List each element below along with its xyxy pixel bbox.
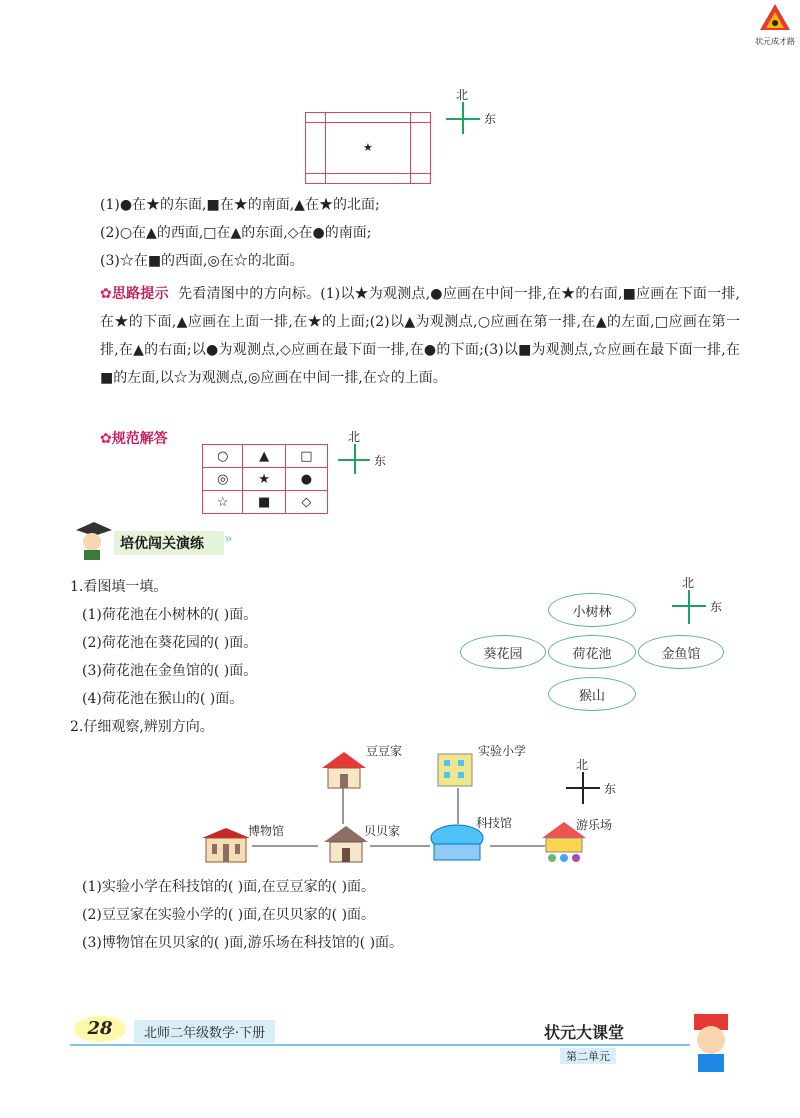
north-label: 北 <box>348 430 361 444</box>
cell: ▲ <box>243 445 285 468</box>
shiyan-school-icon <box>432 744 478 790</box>
east-label: 东 <box>604 782 617 796</box>
place-hehuachi: 荷花池 <box>548 635 636 669</box>
cell: □ <box>285 445 327 468</box>
label-kejiguan: 科技馆 <box>476 816 513 830</box>
cell: ○ <box>203 445 243 468</box>
cell: ■ <box>243 491 285 514</box>
north-label: 北 <box>682 576 695 590</box>
cell: ● <box>285 468 327 491</box>
cell: ★ <box>243 468 285 491</box>
q1-item-4: (4)荷花池在猴山的( )面。 <box>82 691 244 707</box>
unit-label: 第二单元 <box>560 1048 616 1064</box>
footer-rule <box>70 1044 690 1046</box>
cell: ◎ <box>203 468 243 491</box>
chevron-icon: » <box>224 531 233 547</box>
logo-icon <box>758 2 792 32</box>
top-grid <box>305 112 431 184</box>
q1-item-1: (1)荷花池在小树林的( )面。 <box>82 607 258 623</box>
east-label: 东 <box>484 112 497 126</box>
bowuguan-icon <box>200 826 252 864</box>
brand-title: 状元大课堂 <box>544 1023 625 1042</box>
q1-title: 1.看图填一填。 <box>70 579 168 595</box>
north-label: 北 <box>576 758 589 772</box>
label-bowuguan: 博物馆 <box>248 824 285 838</box>
east-label: 东 <box>710 600 723 614</box>
practice-banner <box>70 524 250 558</box>
given-line-2: (2)○在▲的西面,□在▲的东面,◇在●的南面; <box>100 225 372 241</box>
practice-title: 培优闯关演练 <box>114 531 224 555</box>
given-line-1: (1)●在★的东面,■在★的南面,▲在★的北面; <box>100 197 380 213</box>
east-label: 东 <box>374 454 387 468</box>
logo <box>752 2 798 50</box>
given-line-3: (3)☆在■的西面,◎在☆的北面。 <box>100 253 304 269</box>
q2-item-2: (2)豆豆家在实验小学的( )面,在贝贝家的( )面。 <box>82 907 376 923</box>
answer-title: 规范解答 <box>111 431 168 447</box>
hint-paragraph <box>100 280 740 392</box>
label-beibei: 贝贝家 <box>364 824 401 838</box>
place-jinyuguan: 金鱼馆 <box>638 635 724 669</box>
q2-item-1: (1)实验小学在科技馆的( )面,在豆豆家的( )面。 <box>82 879 376 895</box>
q1-item-2: (2)荷花池在葵花园的( )面。 <box>82 635 258 651</box>
place-houshan: 猴山 <box>548 677 636 711</box>
north-label: 北 <box>456 88 469 102</box>
answer-heading <box>100 428 168 448</box>
place-kuihuayuan: 葵花园 <box>460 635 546 669</box>
q2-title: 2.仔细观察,辨别方向。 <box>70 719 214 735</box>
label-youlechang: 游乐场 <box>576 818 613 832</box>
student-mascot-icon <box>70 520 114 560</box>
q2-item-3: (3)博物馆在贝贝家的( )面,游乐场在科技馆的( )面。 <box>82 935 404 951</box>
hint-text: 先看清图中的方向标。(1)以★为观测点,●应画在中间一排,在★的右面,■应画在下面一排,在★的下面,▲应画在上面一排,在★的上面;(2)以▲为观测点,○应画在第一排,在▲的左面,□应画在第一排,在▲的右面;以●为观测点,◇应画在最下面一排,在●的下面;(3)以■为观测点,☆应画在最下面一排,在■的左面,以☆为观测点,◎应画在中间一排,在☆的上面。 <box>100 286 741 386</box>
beibei-house-icon <box>322 824 370 864</box>
page-number: 28 <box>74 1016 126 1042</box>
q1-item-3: (3)荷花池在金鱼馆的( )面。 <box>82 663 258 679</box>
hint-title: 思路提示 <box>111 286 169 302</box>
place-xiaoshulin: 小树林 <box>548 593 636 627</box>
book-title: 北师二年级数学·下册 <box>134 1020 275 1043</box>
answer-grid <box>202 444 328 514</box>
grid-star: ★ <box>325 122 410 174</box>
logo-text: 状元成才路 <box>755 37 795 46</box>
label-shiyan: 实验小学 <box>478 744 527 758</box>
cell: ☆ <box>203 491 243 514</box>
flower-icon: ✿ <box>100 286 112 302</box>
label-doudou: 豆豆家 <box>366 744 403 758</box>
cell: ◇ <box>285 491 327 514</box>
doudou-house-icon <box>320 748 368 790</box>
mascot-icon <box>680 1010 742 1074</box>
flower-icon: ✿ <box>100 431 112 447</box>
